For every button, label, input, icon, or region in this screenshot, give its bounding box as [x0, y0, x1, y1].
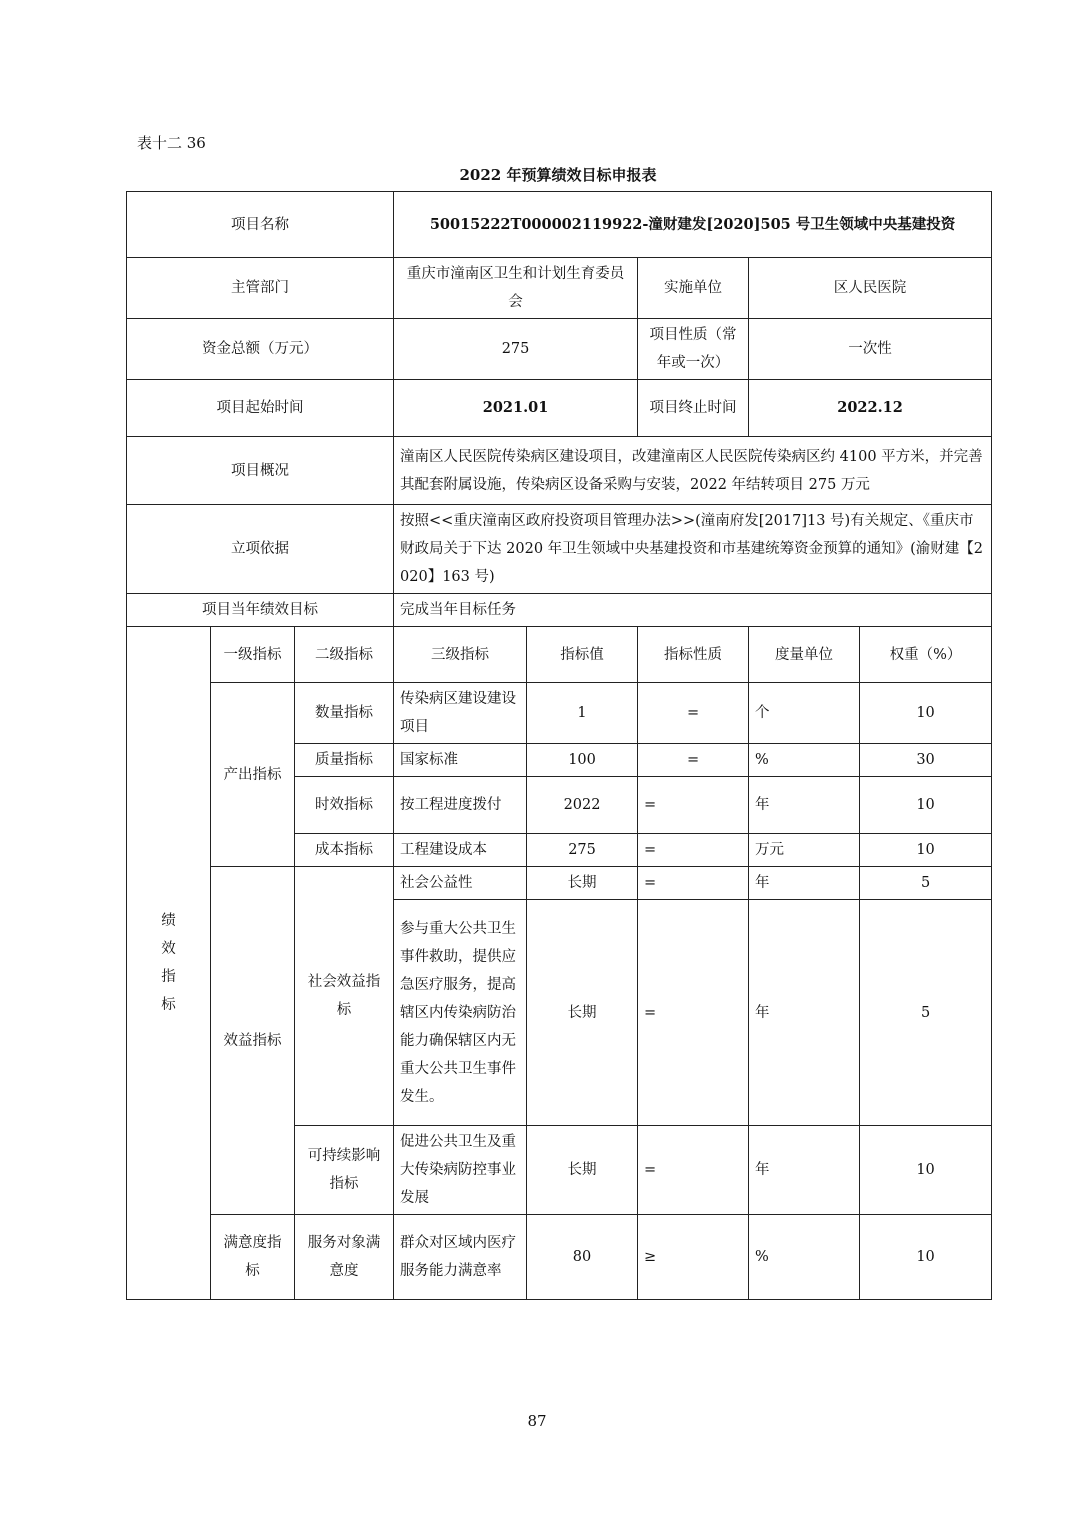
unit-cell: 年 [749, 777, 860, 834]
weight-cell: 10 [860, 683, 992, 744]
level3-cell: 工程建设成本 [394, 834, 527, 867]
value-cell: 2022 [527, 777, 638, 834]
weight-cell: 30 [860, 744, 992, 777]
nature-value: 一次性 [749, 319, 992, 380]
level2-cell: 社会效益指标 [295, 867, 394, 1126]
header-level2: 二级指标 [295, 627, 394, 683]
unit-cell: 年 [749, 900, 860, 1126]
value-cell: 100 [527, 744, 638, 777]
level3-cell: 促进公共卫生及重大传染病防控事业发展 [394, 1126, 527, 1215]
value-cell: 1 [527, 683, 638, 744]
impl-value: 区人民医院 [749, 258, 992, 319]
basis-value: 按照<<重庆潼南区政府投资项目管理办法>>(潼南府发[2017]13 号)有关规定、《重庆市财政局关于下达 2020 年卫生领域中央基建投资和市基建统筹资金预算的通知》(渝财建【2020】163 号) [394, 505, 992, 594]
level2-cell: 数量指标 [295, 683, 394, 744]
perf-group-label [127, 627, 211, 1300]
goal-value: 完成当年目标任务 [394, 594, 992, 627]
nature-cell: = [638, 683, 749, 744]
start-value: 2021.01 [394, 380, 638, 437]
weight-cell: 10 [860, 1126, 992, 1215]
level3-cell: 传染病区建设建设项目 [394, 683, 527, 744]
level1-benefit: 效益指标 [211, 867, 295, 1215]
level2-cell: 成本指标 [295, 834, 394, 867]
value-cell: 长期 [527, 1126, 638, 1215]
unit-cell: 个 [749, 683, 860, 744]
unit-cell: 万元 [749, 834, 860, 867]
header-nature: 指标性质 [638, 627, 749, 683]
table-number: 表十二 36 [137, 134, 206, 152]
level3-cell: 国家标准 [394, 744, 527, 777]
basis-label: 立项依据 [127, 505, 394, 594]
start-label: 项目起始时间 [127, 380, 394, 437]
nature-cell: = [638, 744, 749, 777]
nature-cell: = [638, 1126, 749, 1215]
unit-cell: % [749, 1215, 860, 1300]
fund-label: 资金总额（万元） [127, 319, 394, 380]
value-cell: 长期 [527, 867, 638, 900]
goal-label: 项目当年绩效目标 [127, 594, 394, 627]
impl-label: 实施单位 [638, 258, 749, 319]
level1-satisfaction: 满意度指标 [211, 1215, 295, 1300]
value-cell: 80 [527, 1215, 638, 1300]
nature-cell: ≥ [638, 1215, 749, 1300]
unit-cell: 年 [749, 867, 860, 900]
header-level1: 一级指标 [211, 627, 295, 683]
project-name-label: 项目名称 [127, 192, 394, 258]
level2-cell: 时效指标 [295, 777, 394, 834]
nature-cell: = [638, 900, 749, 1126]
fund-value: 275 [394, 319, 638, 380]
level3-cell: 按工程进度拨付 [394, 777, 527, 834]
value-cell: 长期 [527, 900, 638, 1126]
weight-cell: 5 [860, 867, 992, 900]
nature-cell: = [638, 834, 749, 867]
table-row [127, 683, 992, 744]
header-unit: 度量单位 [749, 627, 860, 683]
dept-label: 主管部门 [127, 258, 394, 319]
weight-cell: 10 [860, 1215, 992, 1300]
project-name-value: 50015222T000002119922-潼财建发[2020]505 号卫生领域中央基建投资 [394, 192, 992, 258]
level1-output: 产出指标 [211, 683, 295, 867]
level3-cell: 参与重大公共卫生事件救助，提供应急医疗服务，提高辖区内传染病防治能力确保辖区内无重大公共卫生事件发生。 [394, 900, 527, 1126]
table-row [127, 1215, 992, 1300]
unit-cell: 年 [749, 1126, 860, 1215]
overview-label: 项目概况 [127, 437, 394, 505]
nature-cell: = [638, 777, 749, 834]
level3-cell: 社会公益性 [394, 867, 527, 900]
level2-cell: 质量指标 [295, 744, 394, 777]
weight-cell: 10 [860, 834, 992, 867]
nature-label: 项目性质（常年或一次） [638, 319, 749, 380]
dept-value: 重庆市潼南区卫生和计划生育委员会 [394, 258, 638, 319]
weight-cell: 5 [860, 900, 992, 1126]
perf-group-text: 绩效指标 [161, 913, 176, 1013]
budget-performance-table [126, 191, 992, 1300]
unit-cell: % [749, 744, 860, 777]
nature-cell: = [638, 867, 749, 900]
page-number: 87 [527, 1412, 547, 1430]
end-value: 2022.12 [749, 380, 992, 437]
level3-cell: 群众对区域内医疗服务能力满意率 [394, 1215, 527, 1300]
header-weight: 权重（%） [860, 627, 992, 683]
end-label: 项目终止时间 [638, 380, 749, 437]
header-value: 指标值 [527, 627, 638, 683]
level2-cell: 服务对象满意度 [295, 1215, 394, 1300]
overview-value: 潼南区人民医院传染病区建设项目，改建潼南区人民医院传染病区约 4100 平方米，并完善其配套附属设施，传染病区设备采购与安装，2022 年结转项目 275 万元 [394, 437, 992, 505]
document-title: 2022 年预算绩效目标申报表 [459, 166, 657, 184]
weight-cell: 10 [860, 777, 992, 834]
level2-cell: 可持续影响指标 [295, 1126, 394, 1215]
table-row [127, 867, 992, 900]
value-cell: 275 [527, 834, 638, 867]
header-level3: 三级指标 [394, 627, 527, 683]
